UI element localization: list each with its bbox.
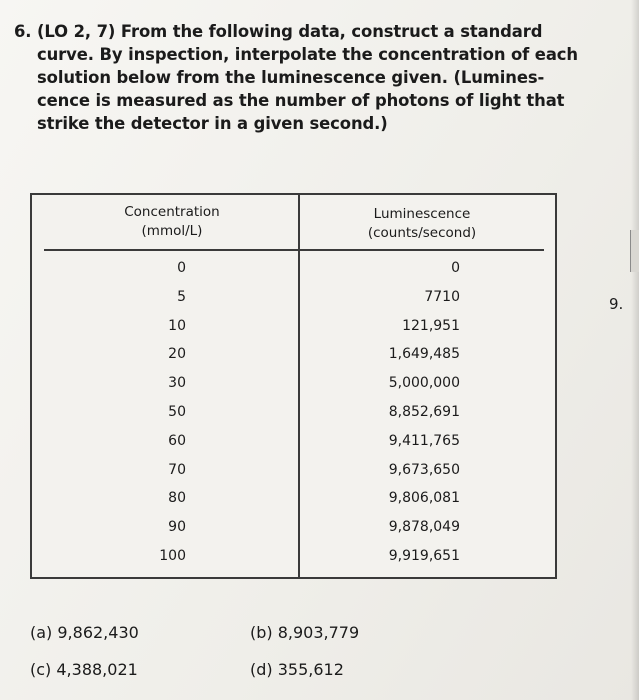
problem-line-1	[14, 20, 574, 43]
problem-text-line-3: solution below from the luminescence given. (Lumines-	[37, 68, 545, 87]
luminescence-cell: 8,852,691	[388, 404, 460, 420]
concentration-cell: 70	[168, 462, 186, 478]
header-luminescence-unit: (counts/second)	[367, 225, 477, 241]
concentration-cell: 60	[168, 433, 186, 449]
concentration-cell: 20	[168, 346, 186, 362]
answer-c: (c) 4,388,021	[30, 660, 138, 679]
problem-text-line-4: cence is measured as the number of photons of light that	[37, 91, 565, 110]
header-concentration-unit: (mmol/L)	[141, 223, 203, 239]
concentration-cell: 50	[168, 404, 186, 420]
luminescence-cell: 1,649,485	[388, 346, 460, 362]
luminescence-cell: 121,951	[402, 318, 460, 334]
adjacent-page-edge	[630, 230, 639, 272]
page-edge-shadow	[631, 0, 639, 700]
concentration-cell: 0	[177, 260, 186, 276]
problem-text-line-1: (LO 2, 7) From the following data, construct a standard	[37, 22, 543, 41]
luminescence-cell: 7710	[424, 289, 460, 305]
concentration-cell: 100	[159, 548, 186, 564]
answer-a: (a) 9,862,430	[30, 623, 139, 642]
luminescence-cell: 9,411,765	[388, 433, 460, 449]
luminescence-cell: 9,878,049	[388, 519, 460, 535]
luminescence-cell: 0	[451, 260, 460, 276]
header-rule	[44, 249, 544, 251]
concentration-cell: 5	[177, 289, 186, 305]
header-concentration-title: Concentration	[124, 204, 220, 220]
concentration-cell: 10	[168, 318, 186, 334]
luminescence-cell: 9,673,650	[388, 462, 460, 478]
header-luminescence-title: Luminescence	[373, 206, 471, 222]
problem-text-line-5: strike the detector in a given second.)	[37, 114, 388, 133]
luminescence-cell: 5,000,000	[388, 375, 460, 391]
problem-statement	[14, 20, 578, 135]
column-divider	[298, 195, 300, 577]
next-problem-number: 9.	[609, 295, 624, 313]
concentration-cell: 90	[168, 519, 186, 535]
luminescence-cell: 9,806,081	[388, 490, 460, 506]
answer-d: (d) 355,612	[250, 660, 344, 679]
luminescence-cell: 9,919,651	[388, 548, 460, 564]
problem-number: 6.	[14, 22, 32, 41]
concentration-cell: 80	[168, 490, 186, 506]
header-concentration	[102, 203, 242, 241]
data-table	[30, 193, 557, 579]
concentration-cell: 30	[168, 375, 186, 391]
header-luminescence	[342, 205, 502, 243]
problem-text-line-2: curve. By inspection, interpolate the concentration of each	[37, 45, 578, 64]
answer-b: (b) 8,903,779	[250, 623, 360, 642]
